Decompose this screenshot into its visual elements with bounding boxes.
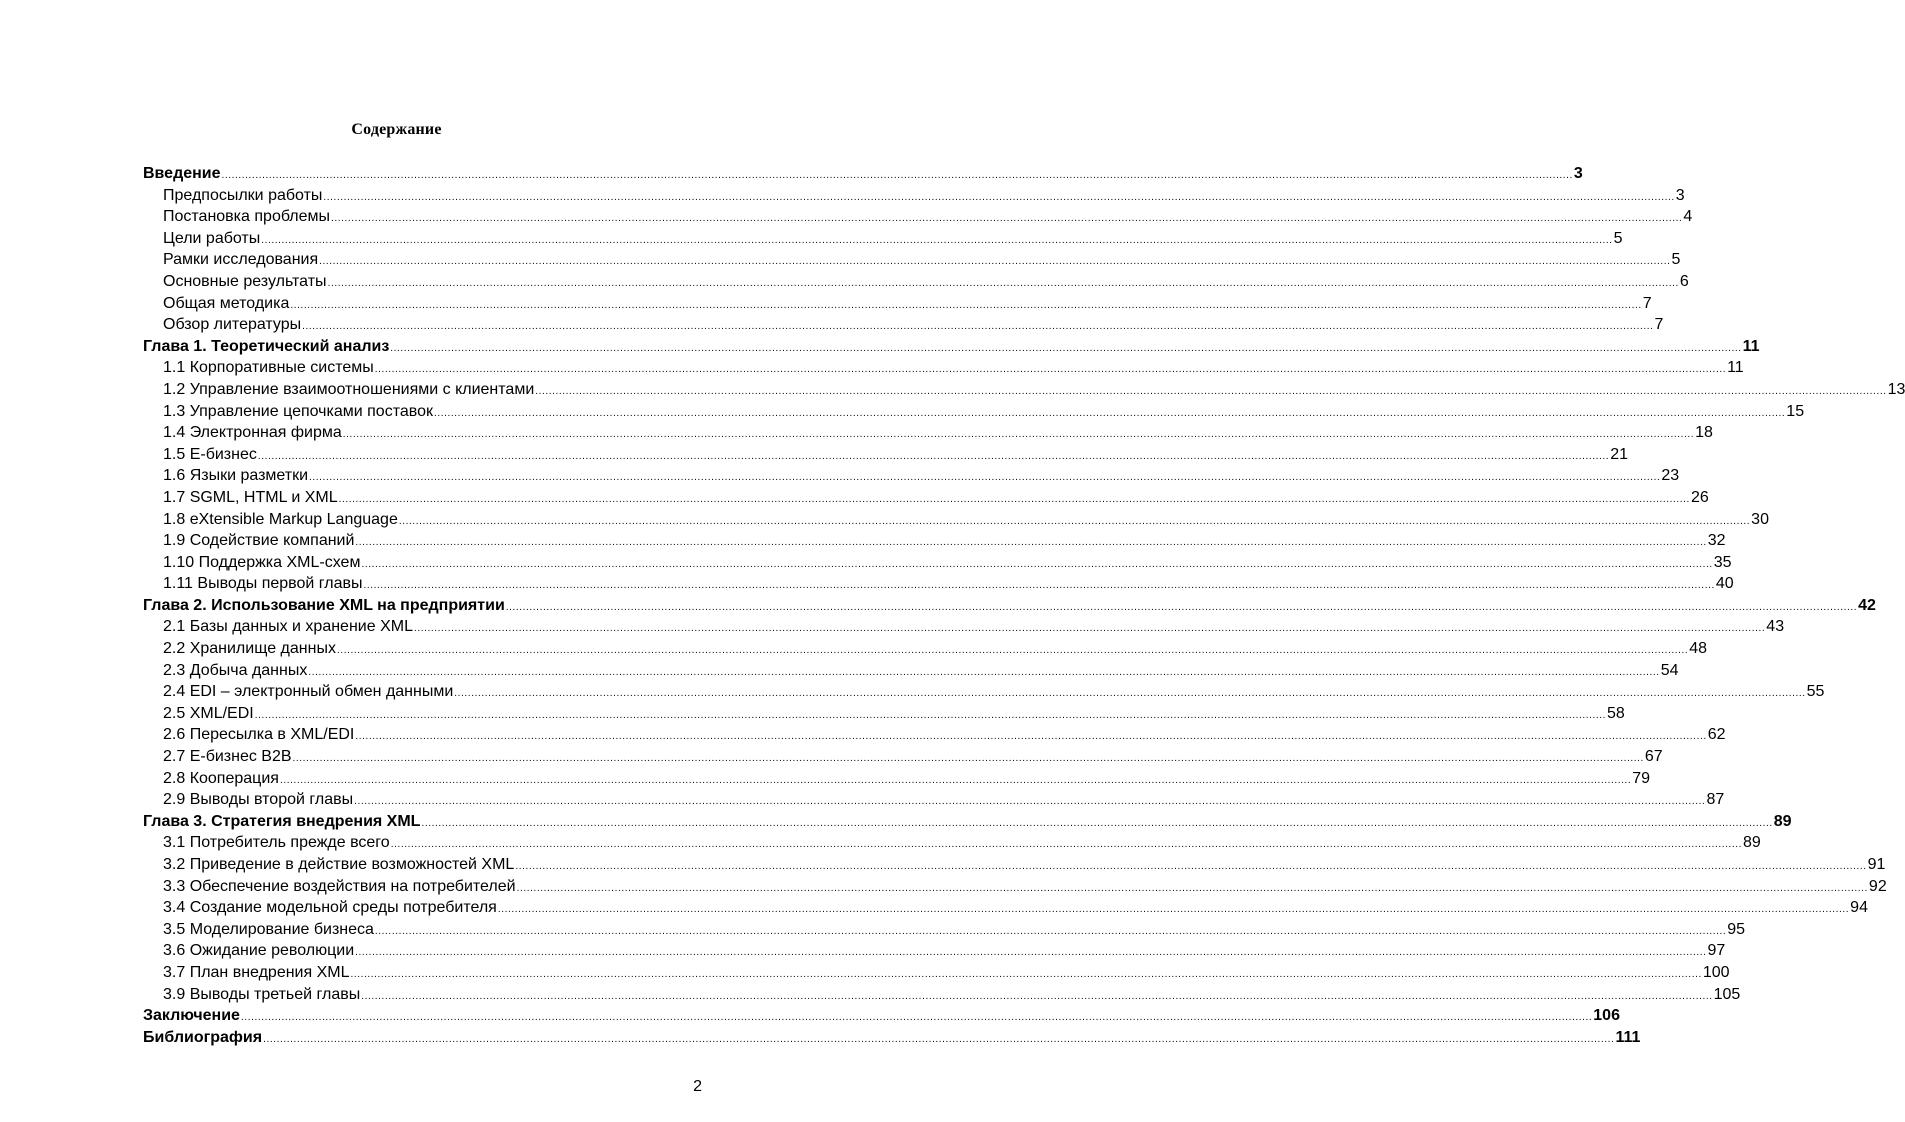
table-of-contents xyxy=(143,163,1905,1048)
toc-entry-page: 48 xyxy=(1689,640,1708,658)
toc-leader-dots: ................................................................................................................................................................................................................................................................................................................................................................................................................ xyxy=(390,839,1743,851)
toc-entry-page: 6 xyxy=(1679,272,1689,290)
toc-entry-label: 1.2 Управление взаимоотношениями с клиентами xyxy=(163,380,535,398)
toc-entry-page: 89 xyxy=(1773,812,1792,830)
toc-entry-page: 62 xyxy=(1707,726,1726,744)
toc-leader-dots: ................................................................................................................................................................................................................................................................................................................................................................................................................ xyxy=(354,796,1706,808)
toc-entry-page: 13 xyxy=(1887,380,1905,398)
toc-entry-page: 23 xyxy=(1661,467,1680,485)
toc-entry-page: 111 xyxy=(1615,1028,1641,1046)
toc-entry-page: 58 xyxy=(1607,704,1625,722)
toc-leader-dots: ................................................................................................................................................................................................................................................................................................................................................................................................................ xyxy=(505,601,1858,613)
toc-chapter-entry xyxy=(143,595,1876,617)
toc-section-entry xyxy=(143,379,1905,401)
toc-entry-label: 2.8 Кооперация xyxy=(163,769,279,787)
toc-entry-label: 2.9 Выводы второй главы xyxy=(163,791,354,809)
toc-leader-dots: ................................................................................................................................................................................................................................................................................................................................................................................................................ xyxy=(323,191,1675,203)
toc-section-entry xyxy=(143,228,1623,250)
toc-section-entry xyxy=(143,984,1741,1006)
toc-leader-dots: ................................................................................................................................................................................................................................................................................................................................................................................................................ xyxy=(240,1012,1593,1024)
toc-section-entry xyxy=(143,573,1734,595)
toc-entry-label: Глава 3. Стратегия внедрения XML xyxy=(143,812,421,830)
toc-section-entry xyxy=(143,509,1769,531)
toc-leader-dots: ................................................................................................................................................................................................................................................................................................................................................................................................................ xyxy=(361,990,1713,1002)
toc-section-entry xyxy=(143,487,1709,509)
toc-entry-page: 5 xyxy=(1613,229,1623,247)
toc-section-entry xyxy=(143,897,1868,919)
toc-entry-label: 1.1 Корпоративные системы xyxy=(163,359,374,377)
toc-entry-label: 3.5 Моделирование бизнеса xyxy=(163,920,374,938)
toc-chapter-entry xyxy=(143,336,1760,358)
toc-section-entry xyxy=(143,940,1726,962)
toc-entry-label: 3.4 Создание модельной среды потребителя xyxy=(163,899,497,917)
toc-entry-page: 4 xyxy=(1683,208,1693,226)
toc-entry-page: 7 xyxy=(1642,294,1652,312)
toc-entry-page: 5 xyxy=(1671,251,1681,269)
toc-chapter-entry xyxy=(143,811,1792,833)
toc-section-entry xyxy=(143,789,1725,811)
toc-leader-dots: ................................................................................................................................................................................................................................................................................................................................................................................................................ xyxy=(261,234,1613,246)
toc-entry-label: Библиография xyxy=(143,1028,263,1046)
toc-leader-dots: ................................................................................................................................................................................................................................................................................................................................................................................................................ xyxy=(454,688,1806,700)
toc-entry-label: 1.8 eXtensible Markup Language xyxy=(163,510,398,528)
toc-leader-dots: ................................................................................................................................................................................................................................................................................................................................................................................................................ xyxy=(221,170,1573,181)
toc-section-entry xyxy=(143,638,1708,660)
toc-leader-dots: ................................................................................................................................................................................................................................................................................................................................................................................................................ xyxy=(338,493,1690,505)
toc-entry-label: 2.6 Пересылка в XML/EDI xyxy=(163,726,355,744)
toc-entry-page: 40 xyxy=(1715,575,1734,593)
toc-section-entry xyxy=(143,660,1679,682)
toc-leader-dots: ................................................................................................................................................................................................................................................................................................................................................................................................................ xyxy=(279,774,1632,786)
toc-leader-dots: ................................................................................................................................................................................................................................................................................................................................................................................................................ xyxy=(355,947,1707,959)
toc-section-entry xyxy=(143,746,1663,768)
toc-entry-label: 1.9 Содействие компаний xyxy=(163,532,355,550)
toc-entry-page: 3 xyxy=(1675,186,1685,204)
toc-section-entry xyxy=(143,919,1746,941)
toc-entry-page: 67 xyxy=(1644,748,1663,766)
toc-leader-dots: ................................................................................................................................................................................................................................................................................................................................................................................................................ xyxy=(254,709,1607,721)
toc-entry-label: Постановка проблемы xyxy=(163,208,331,226)
toc-entry-page: 92 xyxy=(1868,877,1887,895)
toc-entry-page: 32 xyxy=(1707,532,1726,550)
toc-entry-label: Предпосылки работы xyxy=(163,186,323,204)
toc-entry-label: 1.11 Выводы первой главы xyxy=(163,575,363,593)
toc-entry-page: 54 xyxy=(1660,661,1679,679)
toc-leader-dots: ................................................................................................................................................................................................................................................................................................................................................................................................................ xyxy=(398,515,1751,527)
toc-entry-label: 2.2 Хранилище данных xyxy=(163,640,336,658)
toc-entry-label: Заключение xyxy=(143,1007,240,1025)
toc-entry-page: 97 xyxy=(1707,942,1726,960)
toc-leader-dots: ................................................................................................................................................................................................................................................................................................................................................................................................................ xyxy=(433,407,1786,419)
toc-entry-page: 79 xyxy=(1632,769,1651,787)
toc-entry-label: 1.6 Языки разметки xyxy=(163,467,309,485)
toc-entry-label: Основные результаты xyxy=(163,272,327,290)
toc-section-entry xyxy=(143,530,1726,552)
toc-leader-dots: ................................................................................................................................................................................................................................................................................................................................................................................................................ xyxy=(497,904,1850,916)
toc-section-entry xyxy=(143,876,1887,898)
toc-entry-page: 35 xyxy=(1713,553,1732,571)
toc-entry-label: 3.2 Приведение в действие возможностей XML xyxy=(163,856,515,873)
toc-entry-label: Рамки исследования xyxy=(163,251,319,269)
toc-section-entry xyxy=(143,185,1685,207)
toc-leader-dots: ................................................................................................................................................................................................................................................................................................................................................................................................................ xyxy=(263,1033,1615,1045)
toc-entry-page: 100 xyxy=(1702,963,1730,981)
toc-entry-label: Глава 2. Использование XML на предприятии xyxy=(143,596,505,614)
toc-entry-page: 91 xyxy=(1867,856,1886,873)
toc-section-entry xyxy=(143,681,1825,703)
toc-section-entry xyxy=(143,271,1689,293)
toc-section-entry xyxy=(143,293,1652,315)
toc-entry-label: 3.7 План внедрения XML xyxy=(163,963,350,981)
toc-leader-dots: ................................................................................................................................................................................................................................................................................................................................................................................................................ xyxy=(535,385,1887,397)
toc-entry-page: 11 xyxy=(1727,359,1744,377)
toc-section-entry xyxy=(143,724,1726,746)
toc-entry-label: 3.9 Выводы третьей главы xyxy=(163,985,361,1003)
toc-section-entry xyxy=(143,314,1664,336)
toc-section-entry xyxy=(143,552,1732,574)
toc-entry-label: 3.6 Ожидание революции xyxy=(163,942,355,960)
toc-entry-label: 1.7 SGML, HTML и XML xyxy=(163,488,338,506)
toc-leader-dots: ................................................................................................................................................................................................................................................................................................................................................................................................................ xyxy=(413,623,1766,635)
toc-entry-label: Введение xyxy=(143,165,221,182)
toc-entry-label: 2.5 XML/EDI xyxy=(163,704,254,722)
toc-entry-label: 2.1 Базы данных и хранение XML xyxy=(163,618,413,636)
page-number: 2 xyxy=(693,1078,702,1095)
toc-entry-page: 106 xyxy=(1593,1007,1620,1025)
toc-chapter-entry xyxy=(143,1005,1620,1027)
toc-chapter-entry xyxy=(143,163,1583,185)
toc-entry-label: 1.5 Е-бизнес xyxy=(163,445,257,463)
toc-section-entry xyxy=(143,703,1625,725)
toc-entry-page: 55 xyxy=(1806,683,1825,701)
toc-entry-label: Обзор литературы xyxy=(163,316,302,334)
toc-leader-dots: ................................................................................................................................................................................................................................................................................................................................................................................................................ xyxy=(309,472,1661,484)
toc-leader-dots: ................................................................................................................................................................................................................................................................................................................................................................................................................ xyxy=(374,925,1727,937)
toc-leader-dots: ................................................................................................................................................................................................................................................................................................................................................................................................................ xyxy=(350,968,1702,980)
toc-entry-page: 26 xyxy=(1690,488,1709,506)
toc-entry-label: 1.10 Поддержка XML-схем xyxy=(163,553,361,571)
toc-section-entry xyxy=(143,465,1680,487)
toc-leader-dots: ................................................................................................................................................................................................................................................................................................................................................................................................................ xyxy=(292,753,1644,765)
toc-leader-dots: ................................................................................................................................................................................................................................................................................................................................................................................................................ xyxy=(355,731,1707,743)
toc-leader-dots: ................................................................................................................................................................................................................................................................................................................................................................................................................ xyxy=(302,321,1654,333)
toc-entry-label: 2.4 EDI – электронный обмен данными xyxy=(163,683,454,701)
toc-section-entry xyxy=(143,401,1805,423)
toc-leader-dots: ................................................................................................................................................................................................................................................................................................................................................................................................................ xyxy=(355,537,1707,549)
toc-entry-label: 2.7 Е-бизнес B2B xyxy=(163,748,292,766)
toc-section-entry xyxy=(143,422,1713,444)
toc-section-entry xyxy=(143,962,1730,984)
toc-entry-label: Глава 1. Теоретический анализ xyxy=(143,337,390,355)
toc-entry-label: Цели работы xyxy=(163,229,261,247)
toc-entry-page: 87 xyxy=(1706,791,1725,809)
toc-leader-dots: ................................................................................................................................................................................................................................................................................................................................................................................................................ xyxy=(290,299,1642,311)
toc-chapter-entry xyxy=(143,1027,1641,1049)
toc-entry-page: 3 xyxy=(1573,165,1583,182)
toc-leader-dots: ................................................................................................................................................................................................................................................................................................................................................................................................................ xyxy=(516,882,1868,894)
toc-entry-page: 7 xyxy=(1654,316,1664,334)
toc-leader-dots: ................................................................................................................................................................................................................................................................................................................................................................................................................ xyxy=(257,450,1610,462)
toc-section-entry xyxy=(143,616,1785,638)
toc-entry-page: 18 xyxy=(1695,424,1713,442)
toc-section-entry xyxy=(143,832,1761,854)
toc-leader-dots: ................................................................................................................................................................................................................................................................................................................................................................................................................ xyxy=(308,666,1660,678)
toc-leader-dots: ................................................................................................................................................................................................................................................................................................................................................................................................................ xyxy=(363,580,1715,592)
toc-leader-dots: ................................................................................................................................................................................................................................................................................................................................................................................................................ xyxy=(374,364,1727,376)
toc-entry-label: 3.3 Обеспечение воздействия на потребителей xyxy=(163,877,516,895)
toc-section-entry xyxy=(143,854,1886,876)
toc-entry-page: 42 xyxy=(1858,596,1876,614)
toc-entry-label: 2.3 Добыча данных xyxy=(163,661,308,679)
toc-leader-dots: ................................................................................................................................................................................................................................................................................................................................................................................................................ xyxy=(421,817,1773,829)
toc-section-entry xyxy=(143,357,1744,379)
page-title: Содержание xyxy=(351,121,442,138)
toc-section-entry xyxy=(143,768,1651,790)
toc-entry-page: 105 xyxy=(1713,985,1741,1003)
toc-leader-dots: ................................................................................................................................................................................................................................................................................................................................................................................................................ xyxy=(336,645,1689,657)
toc-entry-label: 1.3 Управление цепочками поставок xyxy=(163,402,433,420)
toc-entry-page: 43 xyxy=(1766,618,1785,636)
toc-entry-label: Общая методика xyxy=(163,294,290,312)
toc-entry-page: 30 xyxy=(1751,510,1769,528)
toc-entry-page: 21 xyxy=(1610,445,1628,463)
toc-entry-page: 95 xyxy=(1727,920,1746,938)
toc-leader-dots: ................................................................................................................................................................................................................................................................................................................................................................................................................ xyxy=(361,558,1713,570)
toc-leader-dots: ................................................................................................................................................................................................................................................................................................................................................................................................................ xyxy=(515,861,1867,872)
toc-leader-dots: ................................................................................................................................................................................................................................................................................................................................................................................................................ xyxy=(319,256,1671,268)
toc-leader-dots: ................................................................................................................................................................................................................................................................................................................................................................................................................ xyxy=(342,429,1695,441)
toc-leader-dots: ................................................................................................................................................................................................................................................................................................................................................................................................................ xyxy=(390,342,1742,354)
toc-entry-page: 89 xyxy=(1743,834,1761,852)
toc-entry-page: 94 xyxy=(1850,899,1868,917)
toc-section-entry xyxy=(143,444,1628,466)
toc-entry-page: 15 xyxy=(1786,402,1805,420)
toc-entry-label: 3.1 Потребитель прежде всего xyxy=(163,834,390,852)
toc-entry-page: 11 xyxy=(1742,337,1760,355)
toc-section-entry xyxy=(143,206,1693,228)
toc-section-entry xyxy=(143,249,1681,271)
toc-leader-dots: ................................................................................................................................................................................................................................................................................................................................................................................................................ xyxy=(327,277,1679,289)
toc-leader-dots: ................................................................................................................................................................................................................................................................................................................................................................................................................ xyxy=(331,213,1683,225)
toc-entry-label: 1.4 Электронная фирма xyxy=(163,424,342,442)
